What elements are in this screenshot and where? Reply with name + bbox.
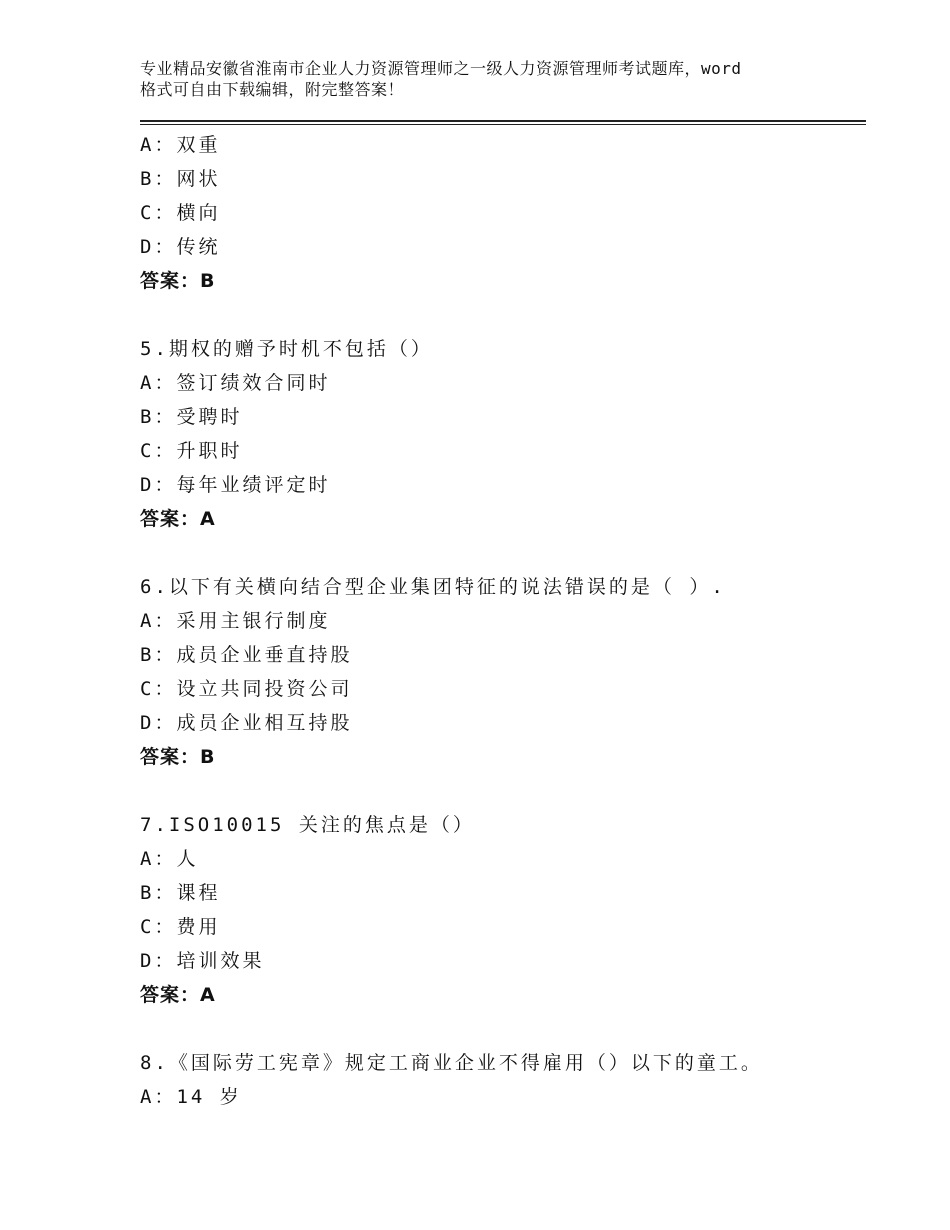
question-block [140,128,866,298]
spacer [140,1012,866,1046]
option-a: A：14 岁 [140,1086,242,1108]
question-block [140,808,866,1012]
option-b: B：受聘时 [140,406,243,428]
option-a: A：签订绩效合同时 [140,372,331,394]
question-block [140,1046,866,1114]
option-a: A：人 [140,848,199,870]
option-d: D：传统 [140,236,221,258]
question-stem: 8.《国际劳工宪章》规定工商业企业不得雇用（）以下的童工。 [140,1052,763,1074]
option-c: C：设立共同投资公司 [140,678,353,700]
option-c: C：费用 [140,916,221,938]
option-b: B：成员企业垂直持股 [140,644,353,666]
option-a: A：采用主银行制度 [140,610,331,632]
option-b: B：课程 [140,882,221,904]
spacer [140,536,866,570]
answer-line: 答案：B [140,746,216,768]
answer-line: 答案：B [140,270,216,292]
option-c: C：横向 [140,202,221,224]
option-c: C：升职时 [140,440,243,462]
header-title-line2: 格式可自由下载编辑，附完整答案！ [140,80,405,99]
option-d: D：培训效果 [140,950,265,972]
spacer [140,774,866,808]
question-list [140,128,866,1114]
option-d: D：成员企业相互持股 [140,712,353,734]
header-title-line1: 专业精品安徽省淮南市企业人力资源管理师之一级人力资源管理师考试题库，word [140,59,742,78]
option-a: A：双重 [140,134,221,156]
spacer [140,298,866,332]
header-divider [140,120,866,125]
option-b: B：网状 [140,168,221,190]
question-stem: 7.ISO10015 关注的焦点是（） [140,814,475,836]
question-stem: 6.以下有关横向结合型企业集团特征的说法错误的是（ ）. [140,576,726,598]
question-block [140,332,866,536]
question-block [140,570,866,774]
answer-line: 答案：A [140,984,216,1006]
option-d: D：每年业绩评定时 [140,474,331,496]
question-stem: 5.期权的赠予时机不包括（） [140,338,433,360]
answer-line: 答案：A [140,508,216,530]
page-header [140,58,840,100]
